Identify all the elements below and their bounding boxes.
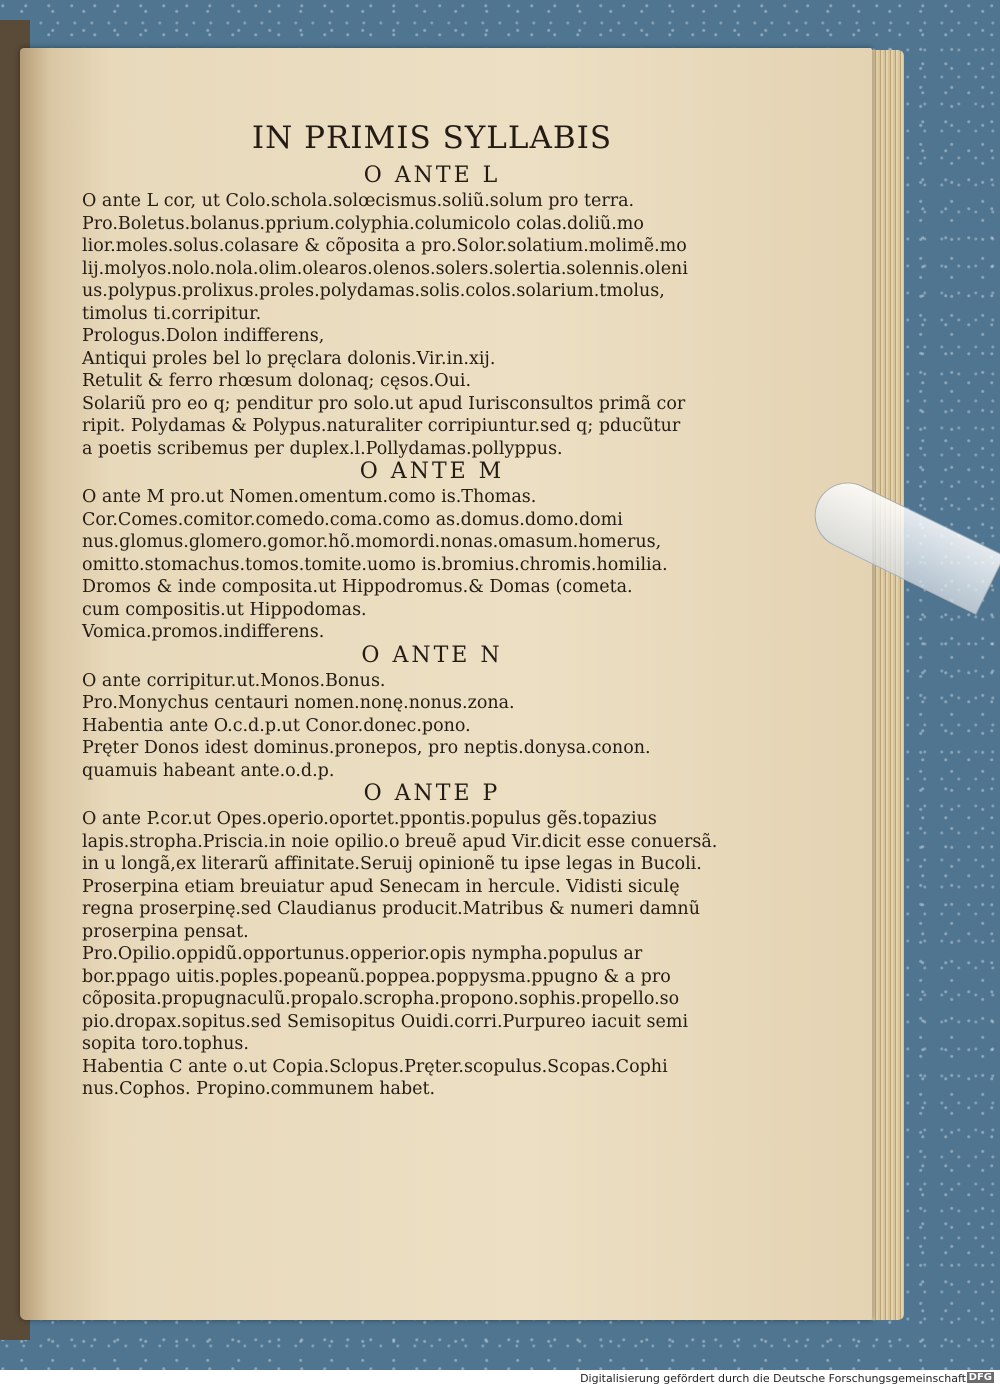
text-line: a poetis scribemus per duplex.l.Pollydamas.pollyppus.: [82, 438, 563, 459]
section-heading: O ANTE L: [363, 163, 501, 188]
text-line: Pro.Opilio.oppidũ.opportunus.opperior.opis nympha.populus ar: [82, 944, 643, 964]
text-line: pio.dropax.sopitus.sed Semisopitus Ouidi.corri.Purpureo iacuit semi: [82, 1011, 689, 1032]
section-heading: O ANTE M: [359, 459, 505, 484]
dfg-logo: DFG: [968, 1372, 992, 1383]
text-line: cum compositis.ut Hippodomas.: [82, 599, 367, 620]
text-line: proserpina pensat.: [82, 921, 249, 942]
text-line: Prologus.Dolon indifferens,: [82, 326, 325, 346]
running-head: IN PRIMIS SYLLABIS: [251, 120, 613, 156]
text-line: sopita toro.tophus.: [82, 1034, 249, 1054]
text-line: bor.ppago uitis.poples.popeanũ.poppea.poppysma.ppugno & a pro: [82, 966, 671, 987]
section-heading: O ANTE N: [361, 642, 503, 668]
text-line: Antiqui proles bel lo pręclara dolonis.Vir.in.xij.: [82, 348, 496, 369]
text-sections: [82, 164, 722, 1101]
text-line: O ante corripitur.ut.Monos.Bonus.: [82, 670, 386, 691]
text-line: Pręter Donos idest dominus.pronepos, pro neptis.donysa.conon.: [82, 738, 651, 758]
text-line: Dromos & inde composita.ut Hippodromus.& Domas (cometa.: [82, 577, 633, 597]
text-line: lij.molyos.nolo.nola.olim.olearos.olenos.solers.solertia.solennis.oleni: [82, 258, 688, 279]
text-line: Vomica.promos.indifferens.: [82, 622, 325, 642]
page-text: [82, 118, 722, 1101]
section-heading: O ANTE P: [363, 781, 501, 806]
text-line: lapis.strophа.Priscia.in noie opilio.o breuẽ apud Vir.dicit esse conuersã.: [82, 831, 718, 852]
text-line: Pro.Monychus centauri nomen.nonę.nonus.zona.: [82, 693, 515, 713]
text-line: Retulit & ferro rhœsum dolonaq; cęsos.Oui.: [82, 371, 472, 391]
text-line: O ante P.cor.ut Opes.operio.oportet.ppontis.populus gẽs.topazius: [82, 809, 657, 829]
text-line: omitto.stomachus.tomos.tomite.uomo is.bromius.chromis.homilia.: [82, 554, 668, 575]
text-line: cõposita.propugnaculũ.propalo.scropha.propono.sophis.propello.so: [82, 989, 680, 1009]
text-line: ripit. Polydamas & Polypus.naturaliter corripiuntur.sed q; pducũtur: [82, 416, 681, 436]
text-line: regna proserpinę.sed Claudianus producit.Matribus & numeri damnũ: [82, 899, 700, 919]
funding-credit: Digitalisierung gefördert durch die Deutsche Forschungsgemeinschaft: [580, 1372, 966, 1385]
text-line: Habentia C ante o.ut Copia.Sclopus.Pręter.scopulus.Scopas.Cophi: [82, 1056, 668, 1077]
text-line: O ante L cor, ut Colo.schola.solœcismus.soliũ.solum pro terra.: [82, 191, 635, 211]
text-line: Pro.Boletus.bolanus.pprium.colyphia.columicolo colas.doliũ.mo: [82, 213, 644, 234]
text-line: in u longã,ex literarũ affinitate.Seruij opinionẽ tu ipse legas in Bucoli.: [82, 854, 702, 874]
text-line: us.polypus.prolixus.proles.polydamas.solis.colos.solarium.tmolus,: [82, 281, 665, 301]
text-line: timolus ti.corripitur.: [82, 303, 262, 324]
text-line: Solariũ pro eo q; penditur pro solo.ut apud Iurisconsultos primã cor: [82, 393, 686, 414]
text-line: quamuis habeant ante.o.d.p.: [82, 760, 335, 781]
page-edges: [868, 50, 904, 1320]
text-line: Habentia ante O.c.d.p.ut Conor.donec.pono.: [82, 715, 471, 736]
text-line: lior.moles.solus.colasare & cõposita a pro.Solor.solatium.molimẽ.mo: [82, 236, 687, 256]
text-line: Proserpina etiam breuiatur apud Senecam in hercule. Vidisti siculę: [82, 876, 680, 897]
text-line: Cor.Comes.comitor.comedo.coma.como as.domus.domo.domi: [82, 509, 623, 530]
footer-bar: [0, 1370, 1000, 1389]
text-line: O ante M pro.ut Nomen.omentum.como is.Thomas.: [82, 487, 537, 507]
text-line: nus.glomus.glomero.gomor.hõ.momordi.nonas.omasum.homerus,: [82, 532, 662, 552]
text-line: nus.Cophos. Propino.communem habet.: [82, 1079, 436, 1099]
